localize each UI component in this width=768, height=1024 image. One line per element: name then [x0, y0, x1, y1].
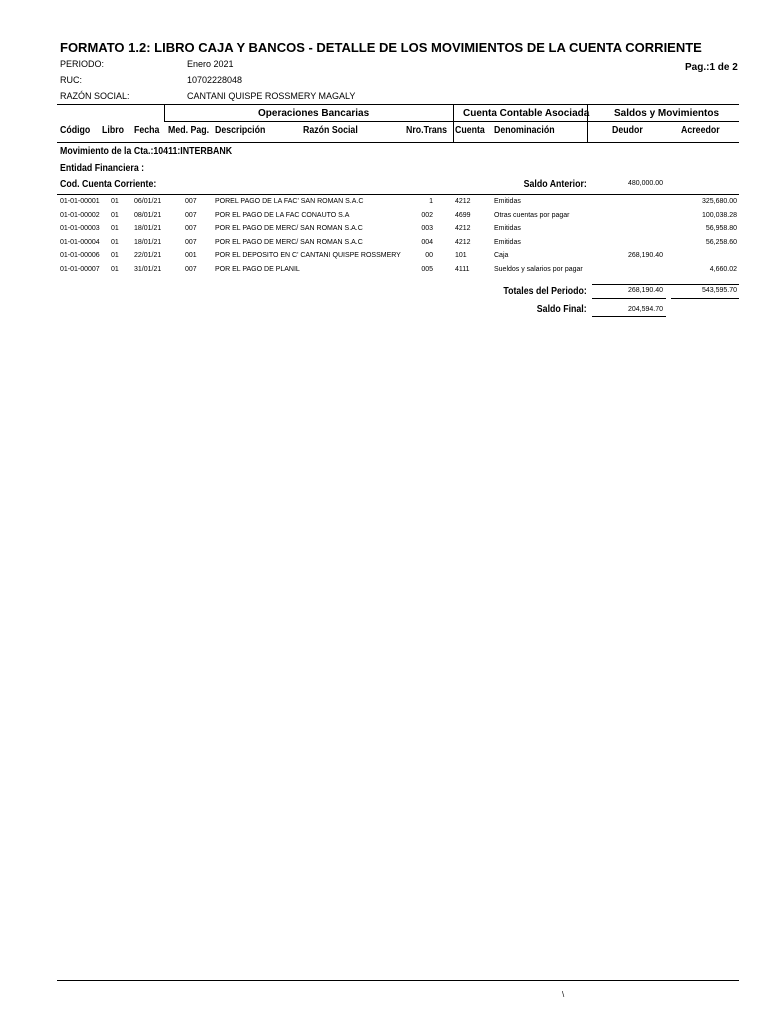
- col-razon-social: Razón Social: [303, 125, 358, 136]
- cell-fecha: 18/01/21: [134, 225, 162, 232]
- page-number: Pag.:1 de 2: [685, 62, 738, 73]
- col-codigo: Código: [60, 125, 91, 136]
- cell-cuenta: 4212: [455, 225, 471, 232]
- cell-descripcion: POR EL PAGO DE MERC/ SAN ROMAN S.A.C: [215, 238, 363, 246]
- cell-cuenta: 4699: [455, 211, 471, 219]
- cell-libro: 01: [111, 265, 119, 273]
- cell-codigo: 01-01-00001: [60, 198, 100, 205]
- cell-med-pag: 007: [185, 198, 197, 205]
- cell-codigo: 01-01-00003: [60, 225, 100, 232]
- cell-fecha: 06/01/21: [134, 198, 162, 205]
- cell-libro: 01: [111, 238, 119, 246]
- periodo-label: PERIODO:: [60, 59, 105, 69]
- ruc-value: 10702228048: [187, 75, 243, 85]
- totals-acreedor-rule: [671, 298, 739, 299]
- cell-descripcion: POREL PAGO DE LA FAC' SAN ROMAN S.A.C: [215, 198, 364, 205]
- col-med-pag: Med. Pag.: [168, 125, 210, 136]
- cell-libro: 01: [111, 252, 119, 259]
- periodo-value: Enero 2021: [187, 59, 234, 69]
- cell-descripcion: POR EL PAGO DE PLANIL: [215, 265, 300, 273]
- footer-rule: [57, 980, 739, 981]
- cell-cuenta: 4212: [455, 238, 471, 246]
- cell-descripcion: POR EL PAGO DE LA FAC CONAUTO S.A: [215, 211, 350, 219]
- cell-denominacion: Otras cuentas por pagar: [494, 211, 570, 219]
- table-row: [0, 198, 768, 211]
- cell-acreedor: 100,038.28: [701, 211, 737, 219]
- col-descripcion: Descripción: [215, 125, 266, 136]
- cell-denominacion: Emitidas: [494, 238, 521, 246]
- cell-nro-trans: 004: [421, 238, 433, 246]
- cell-cuenta: 4212: [455, 198, 471, 205]
- group-saldos-movimientos: Saldos y Movimientos: [614, 108, 720, 119]
- cell-nro-trans: 002: [421, 211, 433, 219]
- table-row: [0, 252, 768, 265]
- table-row: [0, 239, 768, 252]
- cell-nro-trans: 1: [429, 198, 433, 205]
- cod-cuenta-corriente: Cod. Cuenta Corriente:: [60, 179, 157, 190]
- group-cuenta-contable: Cuenta Contable Asociada: [463, 108, 590, 119]
- cell-descripcion: POR EL PAGO DE MERC/ SAN ROMAN S.A.C: [215, 225, 363, 232]
- saldo-anterior-value: 480,000.00: [628, 180, 664, 187]
- cell-codigo: 01-01-00004: [60, 238, 100, 246]
- totals-deudor-rule: [592, 298, 666, 299]
- col-nro-trans: Nro.Trans: [406, 125, 448, 136]
- table-row: [0, 266, 768, 279]
- group-operaciones-bancarias: Operaciones Bancarias: [258, 108, 370, 119]
- col-fecha: Fecha: [134, 125, 160, 136]
- totales-deudor: 268,190.40: [628, 287, 664, 294]
- ruc-label: RUC:: [60, 75, 82, 85]
- cell-codigo: 01-01-00006: [60, 252, 100, 259]
- movimiento-cuenta: Movimiento de la Cta.:10411:INTERBANK: [60, 146, 233, 157]
- header-bottom-rule: [57, 142, 739, 143]
- table-row: [0, 212, 768, 225]
- entidad-financiera: Entidad Financiera :: [60, 163, 145, 174]
- section-rule: [57, 194, 739, 195]
- cell-med-pag: 007: [185, 238, 197, 246]
- cell-nro-trans: 003: [421, 225, 433, 232]
- cell-nro-trans: 005: [421, 265, 433, 273]
- cell-libro: 01: [111, 198, 119, 205]
- cell-denominacion: Emitidas: [494, 198, 521, 205]
- cell-libro: 01: [111, 211, 119, 219]
- cell-fecha: 22/01/21: [134, 252, 162, 259]
- cell-fecha: 31/01/21: [134, 265, 162, 273]
- group-divider-mid: [453, 104, 454, 142]
- header-top-rule: [57, 104, 739, 105]
- saldo-anterior-label: Saldo Anterior:: [523, 179, 587, 190]
- cell-med-pag: 007: [185, 265, 197, 273]
- table-row: [0, 225, 768, 238]
- cell-denominacion: Emitidas: [494, 225, 521, 232]
- cell-acreedor: 325,680.00: [701, 198, 737, 205]
- cell-acreedor: 56,958.80: [705, 225, 737, 232]
- col-deudor: Deudor: [612, 125, 643, 136]
- cell-acreedor: 4,660.02: [709, 265, 737, 273]
- cell-descripcion: POR EL DEPOSITO EN C' CANTANI QUISPE ROSSMERY: [215, 252, 401, 259]
- cell-fecha: 18/01/21: [134, 238, 162, 246]
- cell-denominacion: Sueldos y salarios por pagar: [494, 265, 583, 273]
- cell-nro-trans: 00: [425, 252, 433, 259]
- col-cuenta: Cuenta: [455, 125, 485, 136]
- cell-libro: 01: [111, 225, 119, 232]
- col-acreedor: Acreedor: [681, 125, 720, 136]
- saldo-final-label: Saldo Final:: [537, 304, 587, 315]
- footer-mark: \: [562, 990, 565, 999]
- cell-denominacion: Caja: [494, 252, 509, 259]
- col-denominacion: Denominación: [494, 125, 555, 136]
- totales-acreedor: 543,595.70: [701, 287, 737, 294]
- saldo-final-rule: [592, 316, 666, 317]
- document-title: FORMATO 1.2: LIBRO CAJA Y BANCOS - DETALLE DE LOS MOVIMIENTOS DE LA CUENTA CORRIENTE: [60, 40, 702, 55]
- col-libro: Libro: [102, 125, 124, 136]
- totales-label: Totales del Periodo:: [503, 286, 587, 297]
- group-separator-rule: [164, 121, 739, 122]
- cell-deudor: 268,190.40: [628, 252, 664, 259]
- cell-fecha: 08/01/21: [134, 211, 162, 219]
- cell-acreedor: 56,258.60: [705, 238, 737, 246]
- saldo-final-value: 204,594.70: [628, 306, 664, 313]
- razon-social-value: CANTANI QUISPE ROSSMERY MAGALY: [187, 91, 356, 101]
- cell-cuenta: 101: [455, 252, 467, 259]
- group-divider-left: [164, 104, 165, 122]
- cell-med-pag: 001: [185, 252, 197, 259]
- cell-codigo: 01-01-00007: [60, 265, 100, 273]
- cell-codigo: 01-01-00002: [60, 211, 100, 219]
- totals-rule: [592, 284, 739, 285]
- cell-med-pag: 007: [185, 225, 197, 232]
- razon-social-label: RAZÓN SOCIAL:: [60, 91, 130, 101]
- cell-cuenta: 4111: [455, 265, 470, 273]
- cell-med-pag: 007: [185, 211, 197, 219]
